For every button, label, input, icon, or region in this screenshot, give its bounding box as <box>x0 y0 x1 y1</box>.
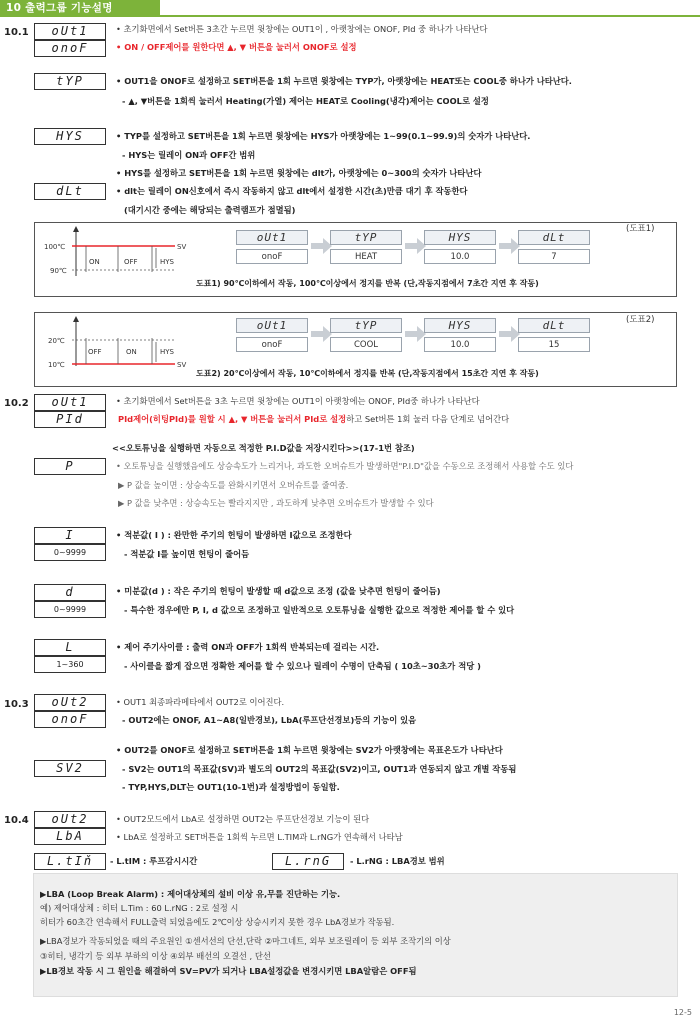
range-d: 0~9999 <box>34 601 106 618</box>
text-line: ▶ P 값을 낮추면 : 상승속도는 빨라지지만 , 과도하게 낮추면 오버슈트가 발생할 수 있다 <box>118 498 434 508</box>
y-label-high: 100℃ <box>44 243 66 251</box>
text-line: • 미분값(d ) : 작은 주기의 헌팅이 발생할 때 d값으로 조정 (값을 낮추면 헌팅이 줄어듬) <box>116 586 441 596</box>
segment-typ: tYP <box>34 73 106 90</box>
flow-value: HEAT <box>330 249 402 264</box>
flow-value: COOL <box>330 337 402 352</box>
text-line: - SV2는 OUT1의 목표값(SV)과 별도의 OUT2의 목표값(SV2)이고, OUT1과 연동되지 않고 개별 작동됨 <box>122 764 517 774</box>
text-line: - 적분값 I를 높이면 헌팅이 줄어듬 <box>124 549 250 559</box>
off-label: OFF <box>88 348 102 356</box>
flow-box-typ: tYP <box>330 318 402 333</box>
figure-2-caption: 도표2) 20℃이상에서 작동, 10℃이하에서 정지를 반복 (단,작동지점에서 15초간 지연 후 작동) <box>196 369 539 378</box>
range-i: 0~9999 <box>34 544 106 561</box>
segment-out2: oUt2 <box>34 694 106 711</box>
note-line: 예) 제어대상체 : 히터 L.Tim : 60 L.rNG : 2로 설정 시 <box>40 903 239 913</box>
figure-1-caption: 도표1) 90℃이하에서 작동, 100℃이상에서 정지를 반복 (단,작동지점에서 7초간 지연 후 작동) <box>196 279 539 288</box>
text-line: • 초기화면에서 Set버튼을 3초 누르면 윗창에는 OUT1이 아랫창에는 ONOF, PId중 하나가 나타난다 <box>116 396 480 406</box>
figure-1-graph <box>40 226 200 282</box>
segment-sv2: SV2 <box>34 760 106 777</box>
text-line: • TYP를 설정하고 SET버튼을 1회 누르면 윗창에는 HYS가 아랫창에는 1~99(0.1~99.9)의 숫자가 나타난다. <box>116 131 531 141</box>
segment-out1: oUt1 <box>34 394 106 411</box>
hys-label: HYS <box>160 258 174 266</box>
figure-1-tag: (도표1) <box>626 224 655 234</box>
off-label: OFF <box>124 258 138 266</box>
text-line: • 적분값( I ) : 완만한 주기의 헌팅이 발생하면 I값으로 조정한다 <box>116 530 352 540</box>
text-line: • 오토튜닝을 실행했음에도 상승속도가 느리거나, 과도한 오버슈트가 발생하면"P.I.D"값을 수동으로 조정해서 사용할 수도 있다 <box>116 461 574 471</box>
section-title: 10 출력그룹 기능설명 <box>0 0 160 16</box>
text-rest: 하고 Set버튼 1회 눌러 다음 단계로 넘어간다 <box>346 414 510 424</box>
segment-onof: onoF <box>34 40 106 57</box>
text-line: - 특수한 경우에만 P, I, d 값으로 조정하고 일반적으로 오토튜닝을 실행한 값으로 적정한 제어를 할 수 있다 <box>124 605 515 615</box>
graph-y-arrow <box>73 316 79 322</box>
note-line: 히터가 60초간 연속해서 FULL출력 되었음에도 2℃이상 상승시키지 못한 경우 LbA경보가 작동됨. <box>40 917 395 927</box>
text-line: - HYS는 릴레이 ON과 OFF간 범위 <box>122 150 256 160</box>
text-line: - 사이클을 짧게 잡으면 정확한 제어를 할 수 있으나 릴레이 수명이 단축됨 ( 10초~30초가 적당 ) <box>124 661 481 671</box>
segment-onof: onoF <box>34 711 106 728</box>
segment-p: P <box>34 458 106 475</box>
segment-out1: oUt1 <box>34 23 106 40</box>
on-label: ON <box>126 348 137 356</box>
flow-value: onoF <box>236 337 308 352</box>
text-line <box>118 414 509 425</box>
text-line: - TYP,HYS,DLT는 OUT1(10-1번)과 설정방법이 동일함. <box>122 782 340 792</box>
flow-box-out1: oUt1 <box>236 318 308 333</box>
page-number: 12-5 <box>673 1008 692 1017</box>
text-line: ▶ P 값을 높이면 : 상승속도를 완화시키면서 오버슈트를 줄여줌. <box>118 480 349 490</box>
figure-2-graph <box>40 316 200 372</box>
segment-dlt: dLt <box>34 183 106 200</box>
lrng-label: - L.rNG : LBA경보 범위 <box>350 856 445 866</box>
flow-box-dlt: dLt <box>518 318 590 333</box>
text-line: • OUT1 최종파라메타에서 OUT2로 이어진다. <box>116 697 285 707</box>
text-line: • LbA로 설정하고 SET버튼을 1회씩 누르면 L.TIM과 L.rNG가 연속해서 나타남 <box>116 832 403 842</box>
sv-label: SV <box>177 243 187 251</box>
text-line: • OUT2를 ONOF로 설정하고 SET버튼을 1회 누르면 윗창에는 SV2가 아랫창에는 목표온도가 나타난다 <box>116 745 503 755</box>
section-number-10-4: 10.4 <box>4 815 29 826</box>
text-line: • OUT1을 ONOF로 설정하고 SET버튼을 1회 누르면 윗창에는 TYP가, 아랫창에는 HEAT또는 COOL중 하나가 나타난다. <box>116 76 572 86</box>
flow-value: onoF <box>236 249 308 264</box>
flow-value: 7 <box>518 249 590 264</box>
text-line-highlight: • ON / OFF제어를 원한다면 ▲, ▼ 버튼을 눌러서 ONOF로 설정 <box>116 42 357 52</box>
text-line: • HYS를 설정하고 SET버튼을 1회 누르면 윗창에는 dlt가, 아랫창에는 0~300의 숫자가 나타난다 <box>116 168 482 178</box>
y-label-low: 10℃ <box>48 361 65 369</box>
segment-hys: HYS <box>34 128 106 145</box>
flow-value: 10.0 <box>424 249 496 264</box>
section-number-10-1: 10.1 <box>4 27 29 38</box>
flow-value: 15 <box>518 337 590 352</box>
note-line: ③히터, 냉각기 등 외부 부하의 이상 ④외부 배선의 오결선 , 단선 <box>40 951 271 961</box>
segment-l: L <box>34 639 106 656</box>
section-number-10-2: 10.2 <box>4 398 29 409</box>
flow-box-typ: tYP <box>330 230 402 245</box>
text-line: - OUT2에는 ONOF, A1~A8(일반경보), LbA(루프단선경보)등의 기능이 있음 <box>122 715 417 725</box>
ltim-label: - L.tIM : 루프감시시간 <box>110 856 198 866</box>
segment-ltim: L.tIň <box>34 853 106 870</box>
flow-value: 10.0 <box>424 337 496 352</box>
segment-d: d <box>34 584 106 601</box>
on-label: ON <box>89 258 100 266</box>
segment-out2: oUt2 <box>34 811 106 828</box>
text-line: • 제어 주기사이클 : 출력 ON과 OFF가 1회씩 반복되는데 걸리는 시간. <box>116 642 380 652</box>
note-line: ▶LBA (Loop Break Alarm) : 제어대상체의 설비 이상 유,무를 진단하는 기능. <box>40 889 341 899</box>
graph-y-arrow <box>73 226 79 232</box>
y-label-low: 90℃ <box>50 267 67 275</box>
autotune-note: <<오토튜닝을 실행하면 자동으로 적정한 P.I.D값을 저장시킨다>>(17-1번 참조) <box>112 443 415 453</box>
y-label-high: 20℃ <box>48 337 65 345</box>
text-line: (대기시간 중에는 해당되는 출력램프가 점멸됨) <box>124 205 296 215</box>
segment-lba: LbA <box>34 828 106 845</box>
segment-pid: PId <box>34 411 106 428</box>
range-l: 1~360 <box>34 656 106 673</box>
text-line: - ▲, ▼버튼을 1회씩 눌러서 Heating(가열) 제어는 HEAT로 Cooling(냉각)제어는 COOL로 설정 <box>122 96 489 106</box>
segment-i: I <box>34 527 106 544</box>
title-underline <box>0 15 700 17</box>
flow-box-hys: HYS <box>424 318 496 333</box>
section-number-10-3: 10.3 <box>4 699 29 710</box>
note-line: ▶LB경보 작동 시 그 원인을 해결하여 SV=PV가 되거나 LBA설정값을 변경시키면 LBA알람은 OFF됨 <box>40 966 417 976</box>
segment-lrng: L.rnG <box>272 853 344 870</box>
flow-box-dlt: dLt <box>518 230 590 245</box>
text-line: • 초기화면에서 Set버튼 3초간 누르면 윗창에는 OUT1이 , 아랫창에는 ONOF, PId 중 하나가 나타난다 <box>116 24 488 34</box>
flow-box-hys: HYS <box>424 230 496 245</box>
note-line: ▶LBA경보가 작동되었을 때의 주요원인 ①센서선의 단선,단락 ②마그네트, 외부 보조릴레이 등 외부 조작기의 이상 <box>40 936 451 946</box>
text-line: • OUT2모드에서 LbA로 설정하면 OUT2는 루프단선경보 기능이 된다 <box>116 814 370 824</box>
hys-label: HYS <box>160 348 174 356</box>
text-highlight: PId제어(히팅PId)를 원할 시 ▲, ▼ 버튼을 눌러서 PId로 설정 <box>118 414 347 424</box>
sv-label: SV <box>177 361 187 369</box>
text-line: • dlt는 릴레이 ON신호에서 즉시 작동하지 않고 dlt에서 설정한 시간(초)만큼 대기 후 작동한다 <box>116 186 468 196</box>
figure-2-tag: (도표2) <box>626 315 655 325</box>
flow-box-out1: oUt1 <box>236 230 308 245</box>
